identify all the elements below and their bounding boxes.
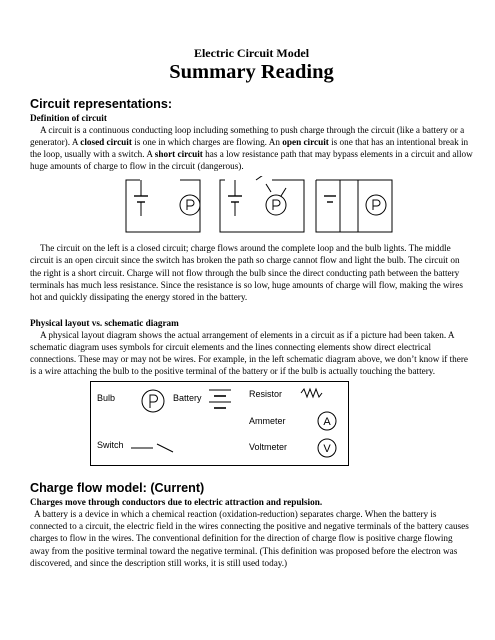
paragraph-battery: A battery is a device in which a chemical reaction (oxidation-reduction) separates charge. When the battery is connected to a circuit, the electric field in the wires connecting the positive and negative terminals of the battery causes charges to flow in the wires. The conventional definition for the direction of charge flow is positive charge flowing away from the positive terminal toward the negative terminal. (This definition was proposed before the electron was discovered, and since the description still works, it is still used today.) — [30, 509, 469, 568]
short-circuit-diagram — [316, 180, 392, 232]
legend-label-bulb: Bulb — [97, 393, 116, 404]
document-subtitle: Electric Circuit Model — [193, 46, 310, 60]
circuit-diagrams-figure — [30, 176, 473, 236]
symbol-legend-figure — [90, 381, 349, 466]
open-circuit-diagram — [220, 176, 304, 232]
paragraph-physical-vs-schematic: A physical layout diagram shows the actual arrangement of elements in a circuit as if a picture had been taken. A schematic diagram uses symbols for circuit elements and the lines connecting elements show direct electrical connections. These may or may not be wires. For example, in the left schematic diagram above, we don’t know if there is a wire attaching the bulb to the positive terminal of the battery or if the bulb is actually touching the battery. — [30, 329, 468, 377]
section-heading-charge-flow: Charge flow model: (Current) — [30, 481, 205, 496]
paragraph-definition: A circuit is a continuous conducting loop including something to push charge through the circuit (like a battery or a generator). A closed circuit is one in which charges are flowing. An open circuit is one that has an intentional break in the loop, usually with a switch. A short circuit has a low resistance path that may bypass elements in a circuit and allow huge amounts of charge to flow in the circuit (dangerous). — [30, 125, 473, 172]
legend-label-switch: Switch — [97, 440, 124, 451]
closed-circuit-diagram — [126, 180, 200, 232]
document-title: Summary Reading — [169, 61, 334, 83]
resistor-symbol — [301, 389, 322, 397]
legend-label-voltmeter: Voltmeter — [249, 442, 288, 453]
paragraph-circuit-explanation: The circuit on the left is a closed circuit; charge flows around the complete loop and the bulb lights. The middle circuit is an open circuit since the switch has broken the path so charge cannot flow and light the bulb. The circuit on the right is a short circuit. Charge will not flow through the bulb since the direct conducting path between the battery terminals has much less resistance. Since the resistance is so low, huge amounts of charge will flow, making the wires hot and quickly dissipating the energy stored in the battery. — [30, 243, 463, 302]
document-page — [30, 46, 473, 569]
legend-label-ammeter: Ammeter — [249, 416, 286, 427]
subheading-definition-of-circuit: Definition of circuit — [30, 113, 107, 123]
ammeter-letter: A — [323, 416, 331, 429]
voltmeter-letter: V — [323, 443, 331, 456]
legend-label-battery: Battery — [173, 393, 202, 404]
charge-flow-statement: Charges move through conductors due to electric attraction and repulsion. — [30, 497, 323, 508]
switch-lever — [256, 176, 266, 180]
bulb-symbol — [142, 390, 164, 412]
legend-label-resistor: Resistor — [249, 389, 283, 400]
subheading-physical-vs-schematic: Physical layout vs. schematic diagram — [30, 317, 179, 328]
section-heading-circuit-representations: Circuit representations: — [30, 97, 173, 111]
